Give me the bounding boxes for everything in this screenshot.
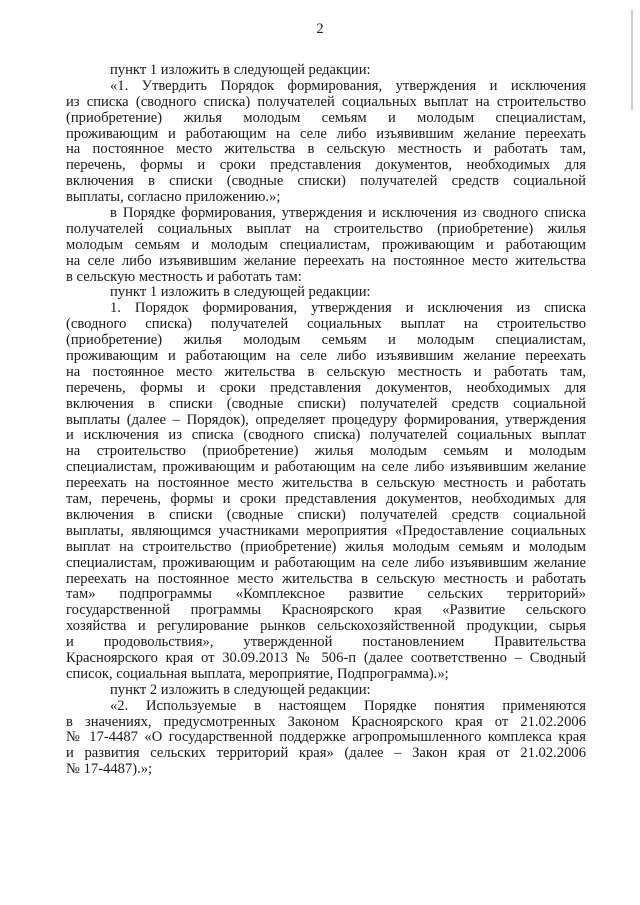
- text-line: пункт 2 изложить в следующей редакции:: [110, 682, 371, 698]
- text-line: № 17-4487).»;: [66, 762, 153, 778]
- text-line: и развития сельских территорий края» (далее – Закон края от 21.02.2006: [66, 746, 586, 762]
- text-line: Красноярского края от 30.09.2013 № 506-п (далее соответственно – Сводный: [66, 650, 586, 666]
- text-line: государственной программы Красноярского края «Развитие сельского: [66, 603, 586, 619]
- document-body: [66, 63, 586, 778]
- text-line: включения в списки (сводные списки) получателей средств социальной: [66, 396, 586, 412]
- text-line: переехать на постоянное место жительства в сельскую местность и работать: [66, 571, 586, 587]
- text-line: проживающим и работающим на селе либо изъявившим желание переехать: [66, 126, 586, 142]
- text-line: пункт 1 изложить в следующей редакции:: [110, 285, 371, 301]
- text-line: № 17-4487 «О государственной поддержке агропромышленного комплекса края: [66, 730, 586, 746]
- text-line: выплат на строительство (приобретение) жилья молодым семьям и молодым: [66, 539, 586, 555]
- text-line: из списка (сводного списка) получателей социальных выплат на строительство: [66, 94, 586, 110]
- text-line: список, социальная выплата, мероприятие, Подпрограмма).»;: [66, 666, 449, 682]
- text-line: в значениях, предусмотренных Законом Красноярского края от 21.02.2006: [66, 714, 586, 730]
- text-line: специалистам, проживающим и работающим на селе либо изъявившим желание: [66, 555, 586, 571]
- text-line: в Порядке формирования, утверждения и исключения из сводного списка: [110, 206, 586, 222]
- text-line: пункт 1 изложить в следующей редакции:: [110, 63, 371, 78]
- text-line: проживающим и работающим на селе либо изъявившим желание переехать: [66, 349, 586, 365]
- text-line: выплаты, являющимся участниками мероприятия «Предоставление социальных: [66, 523, 586, 539]
- text-line: там, перечень, формы и сроки представления документов, необходимых для: [66, 492, 586, 508]
- text-line: перечень, формы и сроки представления документов, необходимых для: [66, 380, 586, 396]
- text-line: «1. Утвердить Порядок формирования, утверждения и исключения: [110, 78, 586, 94]
- text-line: выплаты, согласно приложению.»;: [66, 190, 281, 206]
- text-line: переехать на постоянное место жительства в сельскую местность и работать: [66, 476, 586, 492]
- text-line: специалистам, проживающим и работающим на селе либо изъявившим желание: [66, 460, 586, 476]
- text-line: там» подпрограммы «Комплексное развитие сельских территорий»: [66, 587, 586, 603]
- text-line: (сводного списка) получателей социальных выплат на строительство: [66, 317, 586, 333]
- text-line: получателей социальных выплат на строительство (приобретение) жилья: [66, 221, 586, 237]
- text-line: на строительство (приобретение) жилья молодым семьям и молодым: [66, 444, 586, 460]
- text-line: (приобретение) жилья молодым семьям и молодым специалистам,: [66, 333, 586, 349]
- text-line: перечень, формы и сроки представления документов, необходимых для: [66, 158, 586, 174]
- text-line: на селе либо изъявившим желание переехать на постоянное место жительства: [66, 253, 586, 269]
- page-number: 2: [316, 21, 324, 37]
- text-line: и исключения из списка (сводного списка) получателей социальных выплат: [66, 428, 586, 444]
- text-line: выплаты (далее – Порядок), определяет процедуру формирования, утверждения: [66, 412, 586, 428]
- text-line: на постоянное место жительства в сельскую местность и работать там,: [66, 364, 586, 380]
- text-line: в сельскую местность и работать там:: [66, 269, 302, 285]
- text-line: включения в списки (сводные списки) получателей средств социальной: [66, 507, 586, 523]
- text-line: 1. Порядок формирования, утверждения и исключения из списка: [110, 301, 586, 317]
- text-line: включения в списки (сводные списки) получателей средств социальной: [66, 174, 586, 190]
- text-line: «2. Используемые в настоящем Порядке понятия применяются: [110, 698, 586, 714]
- text-line: молодым семьям и молодым специалистам, проживающим и работающим: [66, 237, 586, 253]
- text-line: и продовольствия», утвержденной постановлением Правительства: [66, 635, 586, 651]
- text-line: хозяйства и регулирование рынков сельскохозяйственной продукции, сырья: [66, 619, 586, 635]
- text-line: (приобретение) жилья молодым семьям и молодым специалистам,: [66, 110, 586, 126]
- text-line: на постоянное место жительства в сельскую местность и работать там,: [66, 142, 586, 158]
